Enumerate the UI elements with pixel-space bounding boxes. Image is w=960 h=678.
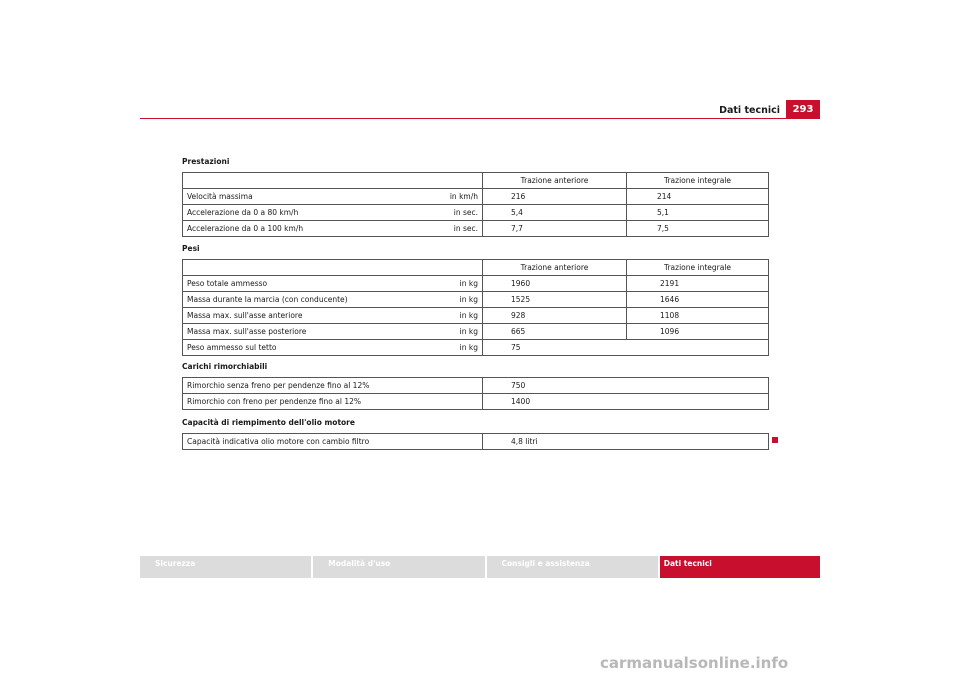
table-prestazioni: [182, 172, 769, 237]
table-row: [183, 324, 769, 340]
row-label: Massa max. sull'asse anteriore: [183, 308, 381, 324]
table-row: [183, 221, 769, 237]
col-header-front: Trazione anteriore: [483, 173, 627, 189]
section-title-pesi: Pesi: [182, 244, 200, 253]
footer-tab-modalita-uso[interactable]: Modalità d'uso: [313, 556, 484, 578]
table-row: [183, 378, 769, 394]
table-pesi: [182, 259, 769, 356]
row-unit: in sec.: [381, 205, 483, 221]
row-unit: in km/h: [381, 189, 483, 205]
col-header-front: Trazione anteriore: [483, 260, 627, 276]
value-front: 7,7: [483, 221, 627, 237]
row-label: Accelerazione da 0 a 100 km/h: [183, 221, 381, 237]
row-unit: in sec.: [381, 221, 483, 237]
table-row: [183, 434, 769, 450]
value-awd: 5,1: [627, 205, 769, 221]
row-value: 4,8 litri: [483, 434, 769, 450]
section-title-carichi: Carichi rimorchiabili: [182, 362, 268, 371]
section-title-olio: Capacità di riempimento dell'olio motore: [182, 418, 355, 427]
row-label: Peso totale ammesso: [183, 276, 381, 292]
row-label: Rimorchio senza freno per pendenze fino al 12%: [183, 378, 483, 394]
header-divider: [140, 118, 820, 119]
table-row: [183, 189, 769, 205]
value-front: 665: [483, 324, 627, 340]
row-label: Peso ammesso sul tetto: [183, 340, 381, 356]
row-unit: in kg: [381, 324, 483, 340]
row-label: Accelerazione da 0 a 80 km/h: [183, 205, 381, 221]
value-front: 5,4: [483, 205, 627, 221]
value-awd: 1646: [627, 292, 769, 308]
row-unit: in kg: [381, 308, 483, 324]
page-header-title: Dati tecnici: [719, 105, 780, 116]
table-row: [183, 340, 769, 356]
table-row: [183, 292, 769, 308]
col-header-awd: Trazione integrale: [627, 173, 769, 189]
table-carichi: [182, 377, 769, 410]
table-row: [183, 276, 769, 292]
row-unit: in kg: [381, 292, 483, 308]
col-header-awd: Trazione integrale: [627, 260, 769, 276]
row-label: Capacità indicativa olio motore con cambio filtro: [183, 434, 483, 450]
value-awd: 2191: [627, 276, 769, 292]
value-awd: 214: [627, 189, 769, 205]
row-label: Velocità massima: [183, 189, 381, 205]
row-unit: in kg: [381, 340, 483, 356]
row-label: Massa max. sull'asse posteriore: [183, 324, 381, 340]
table-olio: [182, 433, 769, 450]
watermark: carmanualsonline.info: [600, 654, 789, 672]
row-label: Massa durante la marcia (con conducente): [183, 292, 381, 308]
value-front: 928: [483, 308, 627, 324]
value-awd: 1108: [627, 308, 769, 324]
value-awd: 7,5: [627, 221, 769, 237]
value-front: 1525: [483, 292, 627, 308]
value-awd: 1096: [627, 324, 769, 340]
row-label: Rimorchio con freno per pendenze fino al 12%: [183, 394, 483, 410]
row-unit: in kg: [381, 276, 483, 292]
footer-tab-consigli-assistenza[interactable]: Consigli e assistenza: [487, 556, 658, 578]
footer-tab-sicurezza[interactable]: Sicurezza: [140, 556, 311, 578]
footer-nav: [140, 556, 820, 578]
page-number: 293: [786, 100, 820, 119]
section-title-prestazioni: Prestazioni: [182, 157, 230, 166]
section-end-marker: [772, 437, 778, 443]
value-front: 1960: [483, 276, 627, 292]
value-front: 75: [483, 340, 769, 356]
table-row: [183, 308, 769, 324]
footer-tab-dati-tecnici[interactable]: Dati tecnici: [660, 556, 820, 578]
table-header-row: [183, 260, 769, 276]
table-header-row: [183, 173, 769, 189]
table-row: [183, 394, 769, 410]
row-value: 1400: [483, 394, 769, 410]
table-row: [183, 205, 769, 221]
row-value: 750: [483, 378, 769, 394]
value-front: 216: [483, 189, 627, 205]
